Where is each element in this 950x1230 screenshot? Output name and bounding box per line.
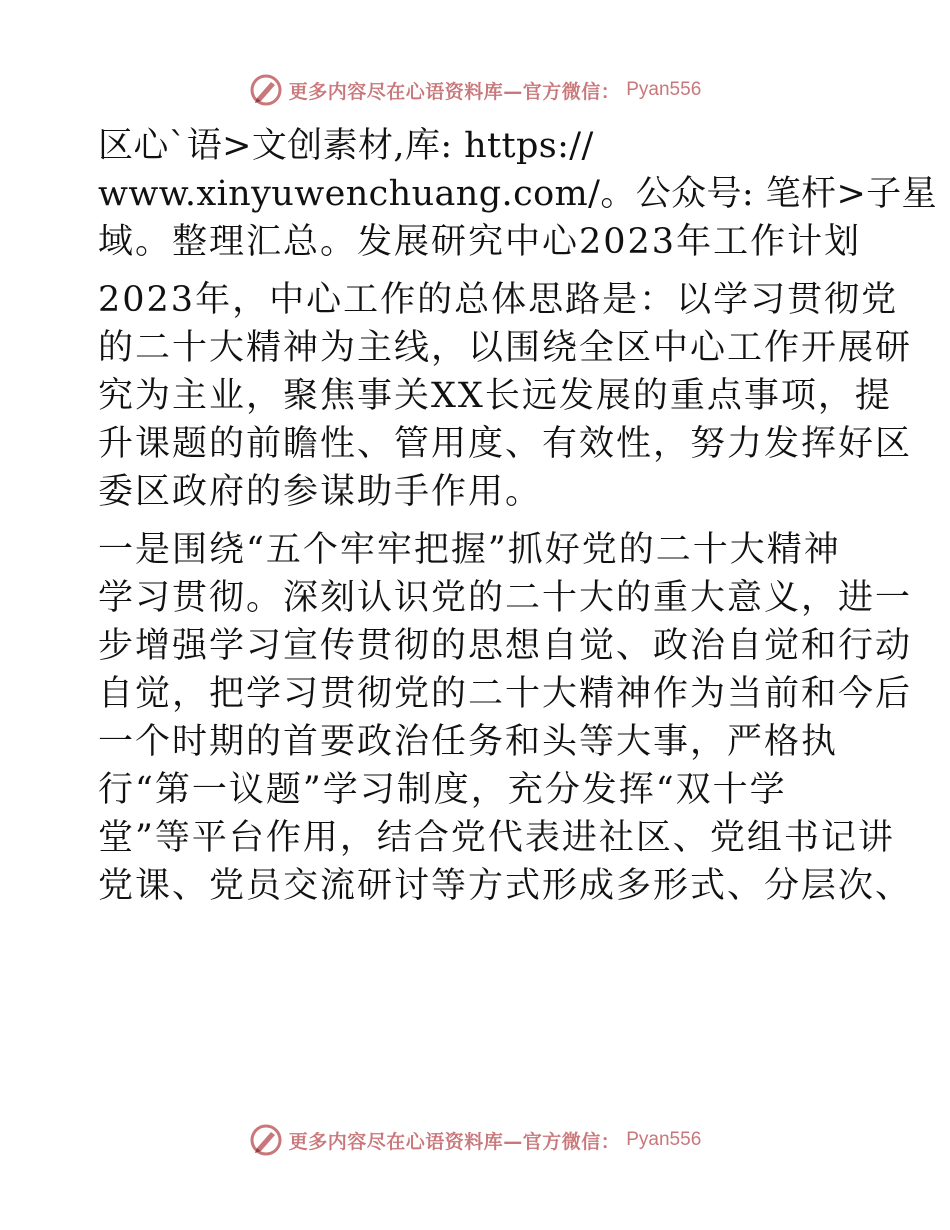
text-line: 一个时期的首要政治任务和头等大事，严格执 xyxy=(98,722,839,762)
footer-watermark xyxy=(0,1120,950,1160)
text-line: 域。整理汇总。发展研究中心2023年工作计划 xyxy=(98,222,862,262)
pen-logo-icon xyxy=(249,73,283,107)
text-line: 自觉，把学习贯彻党的二十大精神作为当前和今后 xyxy=(98,674,913,714)
watermark-wechat-id: Pyan556 xyxy=(626,79,702,100)
text-line: 党课、党员交流研讨等方式形成多形式、分层次、 xyxy=(98,866,913,906)
pen-logo-icon xyxy=(249,1123,283,1157)
paragraph-item-one xyxy=(98,526,913,910)
text-line: 委区政府的参谋助手作用。 xyxy=(98,472,543,512)
watermark-text: 更多内容尽在心语资料库—官方微信： xyxy=(288,1130,621,1153)
text-line: 行“第一议题”学习制度，充分发挥“双十学 xyxy=(98,770,787,810)
header-watermark xyxy=(0,70,950,110)
text-line: 一是围绕“五个牢牢把握”抓好党的二十大精神 xyxy=(98,530,841,570)
text-line: 步增强学习宣传贯彻的思想自觉、政治自觉和行动 xyxy=(98,626,913,666)
text-line: 堂”等平台作用，结合党代表进社区、党组书记讲 xyxy=(98,818,895,858)
paragraph-intro xyxy=(98,122,937,266)
document-body xyxy=(98,122,937,920)
text-line: 学习贯彻。深刻认识党的二十大的重大意义，进一 xyxy=(98,578,913,618)
text-line: 升课题的前瞻性、管用度、有效性，努力发挥好区 xyxy=(98,424,913,464)
watermark-wechat-id: Pyan556 xyxy=(626,1129,702,1150)
watermark-text: 更多内容尽在心语资料库—官方微信： xyxy=(288,80,621,103)
paragraph-overview xyxy=(98,276,913,516)
text-line: 2023年，中心工作的总体思路是：以学习贯彻党 xyxy=(98,280,899,320)
text-line: 区心`语>文创素材,库: https:// xyxy=(98,126,594,166)
text-line: www.xinyuwenchuang.com/。公众号: 笔杆>子星 xyxy=(98,174,937,214)
text-line: 究为主业，聚焦事关XX长远发展的重点事项，提 xyxy=(98,376,892,416)
text-line: 的二十大精神为主线，以围绕全区中心工作开展研 xyxy=(98,328,913,368)
